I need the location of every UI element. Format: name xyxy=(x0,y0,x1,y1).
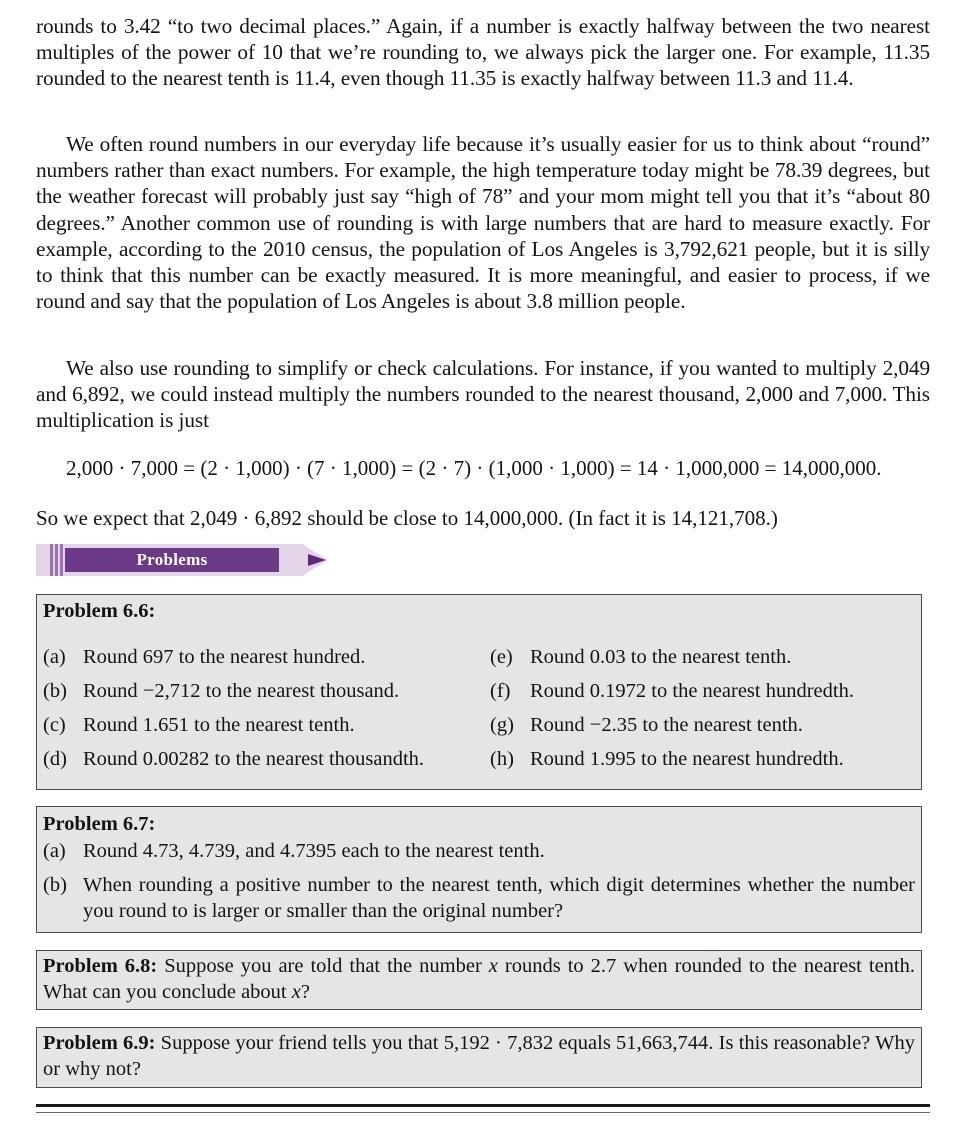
item-label: (e) xyxy=(490,646,513,668)
item-text: Round 0.00282 to the nearest thousandth. xyxy=(83,748,425,770)
pencil-stripe xyxy=(50,544,53,576)
item-text: Round 1.995 to the nearest hundredth. xyxy=(530,748,844,770)
item-label: (h) xyxy=(490,748,514,770)
item-text: Round 0.1972 to the nearest hundredth. xyxy=(530,680,854,702)
item-text: Round 697 to the nearest hundred. xyxy=(83,646,366,668)
item-text: Round 0.03 to the nearest tenth. xyxy=(530,646,792,668)
problem-box-6-6 xyxy=(36,594,922,790)
item-text: Round −2,712 to the nearest thousand. xyxy=(83,680,400,702)
problem-item xyxy=(43,708,490,742)
problem-item xyxy=(43,838,915,864)
problem-item xyxy=(43,742,490,776)
paragraph-everyday-rounding: We often round numbers in our everyday life because it’s usually easier for us to think about “round” numbers rather than exact numbers. For example, the high temperature today might be 78.39 degrees, but the weather forecast will probably just say “high of 78” and your mom might tell you that it’s “about 80 degrees.” Another common use of rounding is with large numbers that are hard to measure exactly. For example, according to the 2010 census, the population of Los Angeles is 3,792,621 people, but it is silly to think that this number can be exactly measured. It is more meaningful, and easier to process, if we round and say that the population of Los Angeles is about 3.8 million people. xyxy=(36,132,930,314)
problem-text: Suppose your friend tells you that 5,192 · 7,832 equals 51,663,744. Is this reasonable? Why or why not? xyxy=(43,1032,915,1080)
conclusion-sentence: So we expect that 2,049 · 6,892 should be close to 14,000,000. (In fact it is 14,121,708.) xyxy=(36,506,778,530)
item-label: (a) xyxy=(43,646,66,668)
problem-title: Problem 6.8: xyxy=(43,955,158,977)
problem-items xyxy=(43,640,915,776)
problem-item xyxy=(43,640,490,674)
item-label: (b) xyxy=(43,680,67,702)
variable-x: x xyxy=(291,981,301,1003)
problems-banner xyxy=(36,542,331,578)
section-divider-thick xyxy=(36,1104,930,1107)
problem-item xyxy=(490,674,915,708)
problem-text: rounds to 2.7 when rounded to the nearest tenth. What can you conclude about xyxy=(43,955,915,1003)
item-text: Round 1.651 to the nearest tenth. xyxy=(83,714,355,736)
item-label: (g) xyxy=(490,714,514,736)
problem-item xyxy=(43,872,915,924)
problem-title: Problem 6.9: xyxy=(43,1032,156,1054)
item-text: When rounding a positive number to the nearest tenth, which digit determines whether the number you round to is larger or smaller than the original number? xyxy=(83,874,915,922)
item-label: (a) xyxy=(43,840,66,862)
problem-box-6-7 xyxy=(36,806,922,933)
problem-item xyxy=(43,674,490,708)
problem-statement xyxy=(43,953,915,1005)
item-label: (c) xyxy=(43,714,66,736)
item-label: (d) xyxy=(43,748,67,770)
item-label: (f) xyxy=(490,680,511,702)
problem-box-6-9 xyxy=(36,1027,922,1088)
variable-x: x xyxy=(488,955,498,977)
problem-box-6-8 xyxy=(36,950,922,1010)
problem-text: ? xyxy=(300,981,310,1003)
pencil-stripe xyxy=(60,544,63,576)
display-formula: 2,000 · 7,000 = (2 · 1,000) · (7 · 1,000) = (2 · 7) · (1,000 · 1,000) = 14 · 1,000,000 = 14,000,000. xyxy=(66,456,882,480)
problem-text: Suppose you are told that the number xyxy=(157,955,489,977)
item-text: Round 4.73, 4.739, and 4.7395 each to the nearest tenth. xyxy=(83,840,545,862)
paragraph-simplify-calculations: We also use rounding to simplify or check calculations. For instance, if you wanted to multiply 2,049 and 6,892, we could instead multiply the numbers rounded to the nearest thousand, 2,000 and 7,000. This multiplication is just xyxy=(36,356,930,433)
problem-item xyxy=(490,708,915,742)
paragraph-rounding-halfway: rounds to 3.42 “to two decimal places.” Again, if a number is exactly halfway between the two nearest multiples of the power of 10 that we’re rounding to, we always pick the larger one. For example, 11.35 rounded to the nearest tenth is 11.4, even though 11.35 is exactly halfway between 11.3 and 11.4. xyxy=(36,14,930,91)
pencil-stripe xyxy=(55,544,58,576)
item-label: (b) xyxy=(43,874,67,896)
pencil-lead-icon xyxy=(308,554,326,566)
problem-title: Problem 6.7: xyxy=(43,813,156,835)
problem-title: Problem 6.6: xyxy=(43,600,156,622)
section-divider-thin xyxy=(36,1112,930,1113)
problem-statement xyxy=(43,1030,915,1082)
problem-item xyxy=(490,742,915,776)
problems-banner-label: Problems xyxy=(136,550,208,569)
item-text: Round −2.35 to the nearest tenth. xyxy=(530,714,803,736)
problem-item xyxy=(490,640,915,674)
